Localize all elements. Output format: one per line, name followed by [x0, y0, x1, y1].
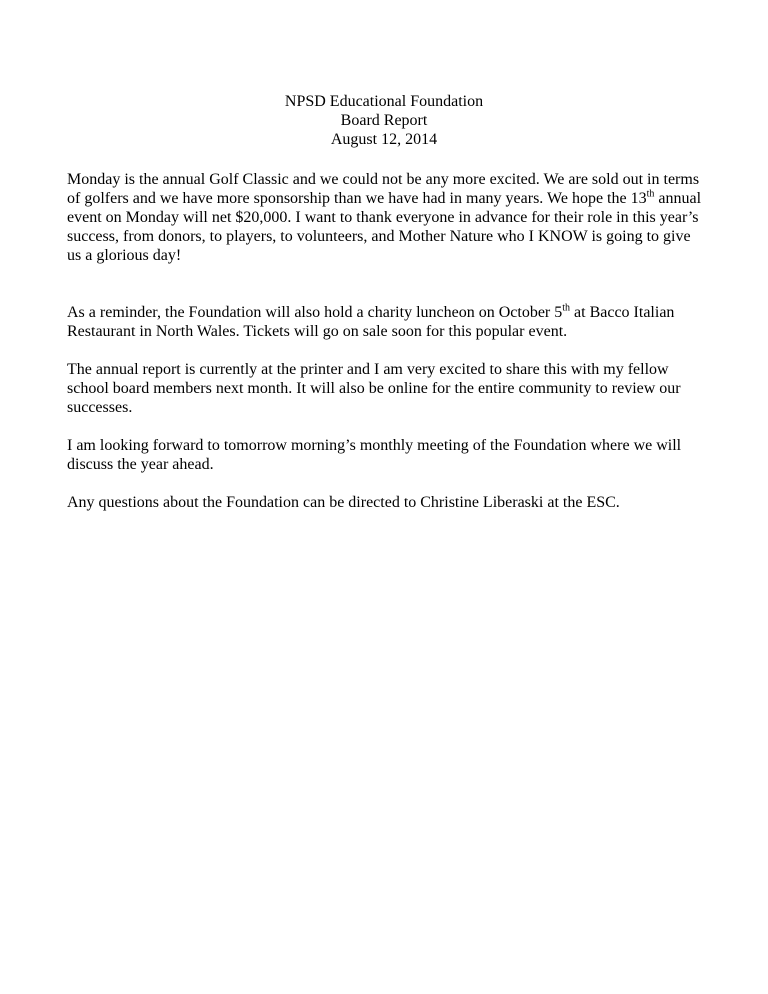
organization-name: NPSD Educational Foundation [284, 93, 484, 110]
paragraph-monthly-meeting: I am looking forward to tomorrow morning’s monthly meeting of the Foundation where we will discuss the year ahead. [67, 437, 682, 473]
report-body [67, 170, 703, 531]
paragraph-questions: Any questions about the Foundation can be directed to Christine Liberaski at the ESC. [67, 494, 620, 511]
ordinal-suffix: th [562, 302, 571, 314]
report-title: Board Report [340, 112, 428, 129]
paragraph-luncheon [67, 303, 703, 341]
ordinal-suffix: th [646, 188, 655, 200]
report-header [0, 92, 768, 149]
paragraph-text: annual event on Monday will net $20,000. I want to thank everyone in advance for their role in this year’s success, from donors, to players, to volunteers, and Mother Nature who I KNOW is going to give us a glorious day! [67, 190, 702, 264]
paragraph-annual-report: The annual report is currently at the printer and I am very excited to share this with my fellow school board members next month. It will also be online for the entire community to review our successes. [67, 361, 681, 416]
report-date: August 12, 2014 [330, 131, 438, 148]
paragraph-text: As a reminder, the Foundation will also hold a charity luncheon on October 5 [67, 304, 563, 321]
paragraph-text: Monday is the annual Golf Classic and we could not be any more excited. We are sold out in terms of golfers and we have more sponsorship than we have had in many years. We hope the 13 [67, 171, 700, 207]
paragraph-text: at Bacco Italian Restaurant in North Wales. Tickets will go on sale soon for this popular event. [67, 304, 675, 340]
paragraph-golf-classic [67, 170, 703, 265]
